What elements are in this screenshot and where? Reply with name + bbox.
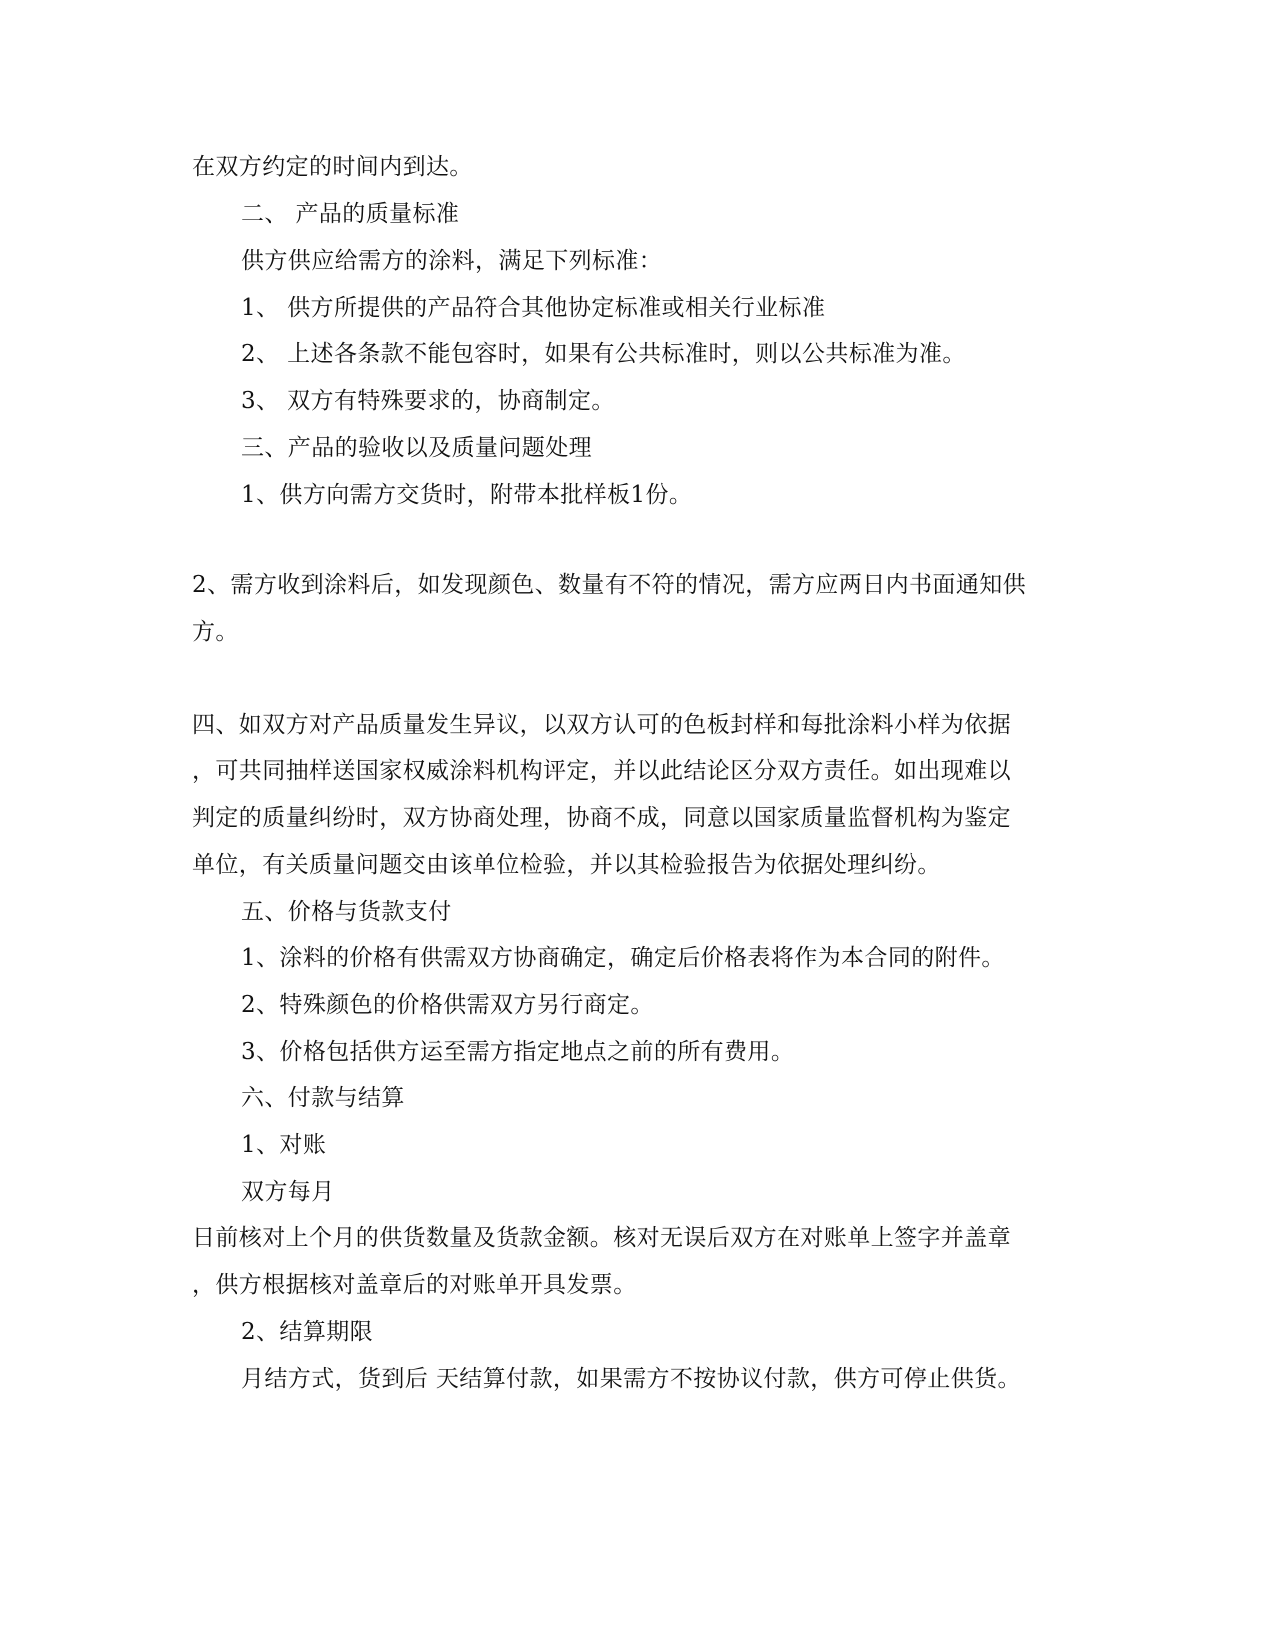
text-line: 方。 bbox=[192, 619, 239, 645]
list-item: 2、 上述各条款不能包容时，如果有公共标准时，则以公共标准为准。 bbox=[241, 341, 966, 367]
list-item: 1、对账 bbox=[241, 1132, 327, 1158]
text-line: 供方供应给需方的涂料，满足下列标准： bbox=[241, 248, 663, 274]
text-line: 2、需方收到涂料后，如发现颜色、数量有不符的情况，需方应两日内书面通知供 bbox=[192, 572, 1027, 598]
list-item: 1、涂料的价格有供需双方协商确定，确定后价格表将作为本合同的附件。 bbox=[241, 945, 1005, 971]
section-heading: 二、 产品的质量标准 bbox=[241, 201, 460, 227]
section-heading: 六、付款与结算 bbox=[241, 1085, 405, 1111]
section-heading: 五、价格与货款支付 bbox=[241, 899, 452, 925]
list-item: 1、 供方所提供的产品符合其他协定标准或相关行业标准 bbox=[241, 295, 826, 321]
list-item: 3、价格包括供方运至需方指定地点之前的所有费用。 bbox=[241, 1039, 795, 1065]
text-line: 单位，有关质量问题交由该单位检验，并以其检验报告为依据处理纠纷。 bbox=[192, 852, 941, 878]
list-item: 2、结算期限 bbox=[241, 1319, 374, 1345]
section-heading: 三、产品的验收以及质量问题处理 bbox=[241, 435, 592, 461]
text-line: 双方每月 bbox=[241, 1179, 335, 1205]
list-item: 2、特殊颜色的价格供需双方另行商定。 bbox=[241, 992, 654, 1018]
text-line: 在双方约定的时间内到达。 bbox=[192, 154, 473, 180]
text-line: ，可共同抽样送国家权威涂料机构评定，并以此结论区分双方责任。如出现难以 bbox=[192, 758, 1011, 784]
text-line: 判定的质量纠纷时，双方协商处理，协商不成，同意以国家质量监督机构为鉴定 bbox=[192, 805, 1011, 831]
text-line: 日前核对上个月的供货数量及货款金额。核对无误后双方在对账单上签字并盖章 bbox=[192, 1225, 1011, 1251]
text-line: 月结方式，货到后 天结算付款，如果需方不按协议付款，供方可停止供货。 bbox=[241, 1366, 1021, 1392]
list-item: 3、 双方有特殊要求的，协商制定。 bbox=[241, 388, 615, 414]
text-line: 四、如双方对产品质量发生异议，以双方认可的色板封样和每批涂料小样为依据 bbox=[192, 712, 1011, 738]
text-line: ，供方根据核对盖章后的对账单开具发票。 bbox=[192, 1272, 637, 1298]
list-item: 1、供方向需方交货时，附带本批样板1份。 bbox=[241, 482, 693, 508]
